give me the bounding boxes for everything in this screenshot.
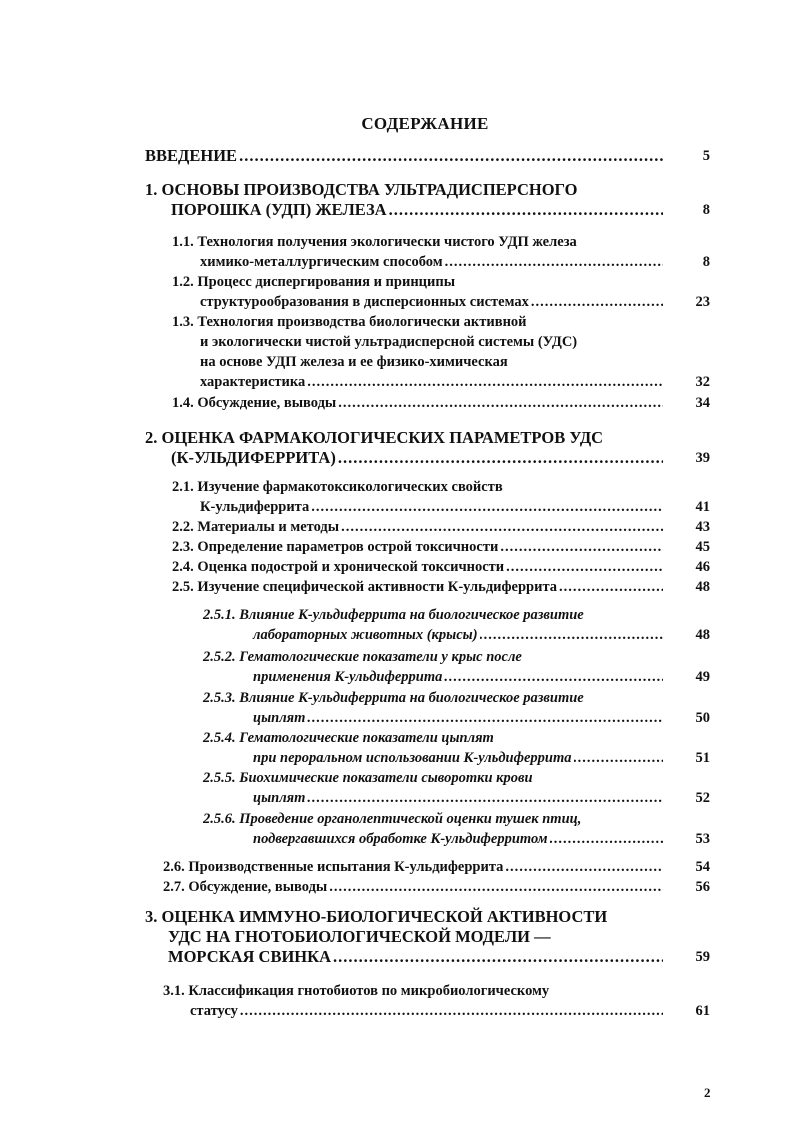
toc-entry-text: 2.5.5. Биохимические показатели сыворотки крови [203, 770, 533, 786]
toc-entry-text: ПОРОШКА (УДП) ЖЕЛЕЗА [171, 200, 387, 219]
toc-entry-text: структурообразования в дисперсионных системах [200, 294, 529, 310]
toc-entry-s1-3 [172, 312, 665, 392]
dot-leader [240, 1001, 663, 1021]
toc-entry-text: 2.5.6. Проведение органолептической оценки тушек птиц, [203, 811, 582, 827]
toc-entry-text: химико-металлургическим способом [200, 254, 443, 270]
toc-entry-text: 3.1. Классификация гнотобиотов по микробиологическому [163, 983, 550, 999]
dot-leader [500, 537, 663, 557]
page-ref: 48 [695, 579, 710, 595]
toc-entry-s2-1 [172, 477, 665, 517]
toc-title: СОДЕРЖАНИЕ [361, 114, 489, 133]
dot-leader [307, 708, 663, 728]
toc-entry-text: МОРСКАЯ СВИНКА [168, 947, 331, 966]
toc-entry-s1-4 [172, 393, 665, 413]
toc-entry-text: 2.3. Определение параметров острой токсичности [172, 539, 499, 555]
toc-entry-text: 1.3. Технология производства биологически активной [172, 314, 527, 330]
page-ref: 46 [695, 559, 710, 575]
toc-entry-text: применения К-ульдиферрита [253, 669, 443, 685]
toc-entry-text: подвергавшихся обработке К-ульдиферритом [253, 831, 548, 847]
toc-entry-s1-1 [172, 232, 665, 272]
toc-entry-s1 [145, 180, 665, 220]
toc-entry-text: и экологически чистой ультрадисперсной системы (УДС) [200, 334, 578, 350]
page-ref: 54 [695, 859, 710, 875]
page-ref: 5 [702, 148, 710, 164]
page-number: 2 [704, 1085, 711, 1100]
toc-entry-text: 2.5.3. Влияние К-ульдиферрита на биологическое развитие [203, 690, 584, 706]
toc-entry-text: К-ульдиферрита [200, 499, 310, 515]
toc-entry-s2-7 [163, 877, 665, 897]
page-ref: 8 [702, 202, 710, 218]
toc-entry-text: 2.2. Материалы и методы [172, 519, 340, 535]
page-ref: 51 [695, 750, 710, 766]
toc-entry-text: ВВЕДЕНИЕ [145, 146, 238, 165]
page-ref: 49 [695, 669, 710, 685]
dot-leader [445, 252, 663, 272]
toc-entry-text: 2.5. Изучение специфической активности К-ульдиферрита [172, 579, 558, 595]
toc-entry-text: 1.2. Процесс диспергирования и принципы [172, 274, 456, 290]
page-ref: 59 [695, 949, 710, 965]
toc-entry-text: 1.1. Технология получения экологически чистого УДП железа [172, 234, 577, 250]
toc-entry-s1-2 [172, 272, 665, 312]
toc-entry-text: (К-УЛЬДИФЕРРИТА) [171, 448, 336, 467]
page-ref: 45 [695, 539, 710, 555]
dot-leader [389, 200, 663, 220]
toc-entry-text: характеристика [200, 374, 306, 390]
dot-leader [329, 877, 663, 897]
page-ref: 43 [695, 519, 710, 535]
page-ref: 56 [695, 879, 710, 895]
toc-entry-text: 3. ОЦЕНКА ИММУНО-БИОЛОГИЧЕСКОЙ АКТИВНОСТИ [145, 907, 608, 926]
page-ref: 32 [695, 374, 710, 390]
page-ref: 50 [695, 710, 710, 726]
toc-entry-intro [145, 146, 665, 166]
toc-entry-text: при пероральном использовании К-ульдиферрита [253, 750, 572, 766]
toc-entry-s2-5-3 [203, 688, 665, 728]
toc-entry-s2-5-1 [203, 605, 665, 645]
page-ref: 23 [695, 294, 710, 310]
toc-entry-s2-5-4 [203, 728, 665, 768]
dot-leader [333, 947, 663, 967]
toc-entry-text: лабораторных животных (крысы) [253, 627, 478, 643]
dot-leader [574, 748, 664, 768]
page-ref: 34 [695, 395, 710, 411]
toc-entry-s2-3 [172, 537, 665, 557]
toc-entry-s3-1 [163, 981, 665, 1021]
toc-entry-s2-4 [172, 557, 665, 577]
toc-entry-text: статусу [190, 1003, 238, 1019]
toc-entry-text: на основе УДП железа и ее физико-химическая [200, 354, 508, 370]
toc-entry-s2-6 [163, 857, 665, 877]
toc-entry-s2 [145, 428, 665, 468]
page-ref: 39 [695, 450, 710, 466]
toc-entry-text: цыплят [253, 710, 306, 726]
toc-entry-text: 2.7. Обсуждение, выводы [163, 879, 328, 895]
dot-leader [338, 393, 663, 413]
toc-entry-text: УДС НА ГНОТОБИОЛОГИЧЕСКОЙ МОДЕЛИ — [168, 927, 551, 946]
dot-leader [506, 557, 663, 577]
dot-leader [480, 625, 663, 645]
toc-entry-text: 2.5.4. Гематологические показатели цыплят [203, 730, 494, 746]
dot-leader [559, 577, 663, 597]
page-ref: 8 [702, 254, 710, 270]
toc-entry-s3 [145, 907, 665, 967]
dot-leader [307, 372, 663, 392]
toc-entry-text: цыплят [253, 790, 306, 806]
dot-leader [307, 788, 663, 808]
page-ref: 48 [695, 627, 710, 643]
toc-entry-s2-5-6 [203, 809, 665, 849]
dot-leader [550, 829, 663, 849]
dot-leader [505, 857, 663, 877]
page-ref: 61 [695, 1003, 710, 1019]
page-ref: 52 [695, 790, 710, 806]
dot-leader [311, 497, 663, 517]
toc-entry-text: 2.6. Производственные испытания К-ульдиферрита [163, 859, 504, 875]
toc-entry-s2-5-5 [203, 768, 665, 808]
toc-entry-text: 2.1. Изучение фармакотоксикологических свойств [172, 479, 503, 495]
page-ref: 41 [695, 499, 710, 515]
dot-leader [338, 448, 663, 468]
dot-leader [444, 667, 663, 687]
dot-leader [341, 517, 663, 537]
dot-leader [239, 146, 663, 166]
toc-entry-text: 2. ОЦЕНКА ФАРМАКОЛОГИЧЕСКИХ ПАРАМЕТРОВ УДС [145, 428, 604, 447]
toc-entry-text: 2.5.1. Влияние К-ульдиферрита на биологическое развитие [203, 607, 584, 623]
toc-entry-text: 1.4. Обсуждение, выводы [172, 395, 337, 411]
toc-entry-text: 2.5.2. Гематологические показатели у крыс после [203, 649, 522, 665]
toc-entry-s2-5-2 [203, 647, 665, 687]
toc-entry-s2-5 [172, 577, 665, 597]
toc-entry-s2-2 [172, 517, 665, 537]
dot-leader [531, 292, 663, 312]
page-ref: 53 [695, 831, 710, 847]
toc-entry-text: 2.4. Оценка подострой и хронической токсичности [172, 559, 505, 575]
toc-entry-text: 1. ОСНОВЫ ПРОИЗВОДСТВА УЛЬТРАДИСПЕРСНОГО [145, 180, 578, 199]
